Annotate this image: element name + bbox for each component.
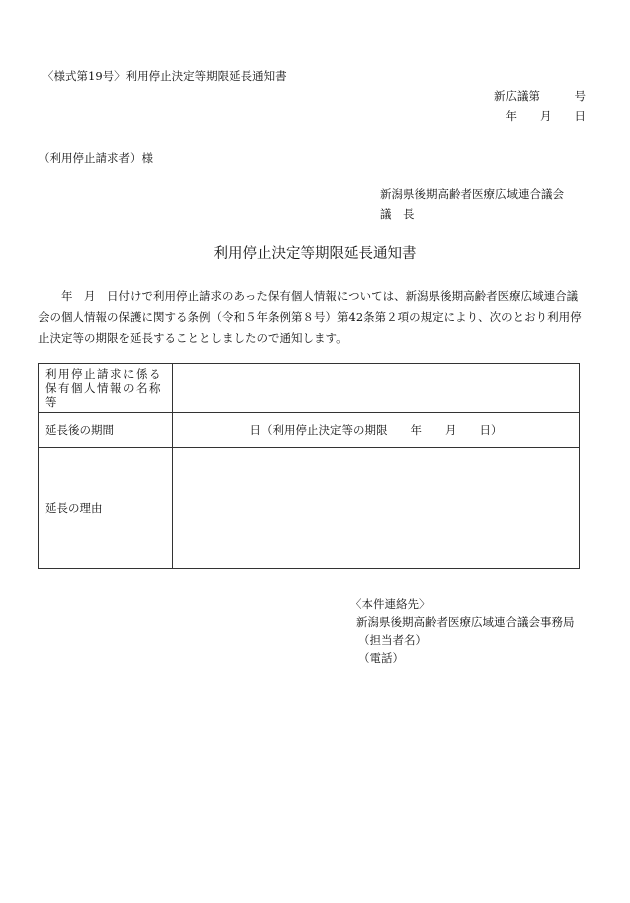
extended-period-value: 日（利用停止決定等の期限 年 月 日） [173,413,580,448]
contact-heading: 〈本件連絡先〉 [350,597,431,611]
issuer-organization: 新潟県後期高齢者医療広域連合議会 [380,187,564,201]
contact-phone: （電話） [358,651,404,665]
contact-person: （担当者名） [358,633,427,647]
form-number: 〈様式第19号〉利用停止決定等期限延長通知書 [42,69,287,83]
document-number: 新広議第 号 [494,89,586,103]
info-name-value [173,364,580,413]
notice-body: 年 月 日付けで利用停止請求のあった保有個人情報については、新潟県後期高齢者医療広域連合議会の個人情報の保護に関する条例（令和５年条例第８号）第42条第２項の規定により、次のとおり利用停止決定等の期限を延長することとしましたので通知します。 [38,289,582,345]
info-name-label: 利用停止請求に係る保有個人情報の名称等 [45,367,162,409]
extension-reason-label: 延長の理由 [39,448,173,569]
extension-reason-value [173,448,580,569]
table-row [39,448,580,569]
issue-date: 年 月 日 [505,109,586,123]
document-title: 利用停止決定等期限延長通知書 [213,246,417,262]
table-row [39,364,580,413]
table-label-cell [39,364,173,413]
table-row [39,413,580,448]
info-table [38,363,580,569]
recipient: （利用停止請求者）様 [38,151,153,165]
issuer-title: 議 長 [380,207,415,221]
contact-organization: 新潟県後期高齢者医療広域連合議会事務局 [356,615,575,629]
extended-period-label: 延長後の期間 [39,413,173,448]
